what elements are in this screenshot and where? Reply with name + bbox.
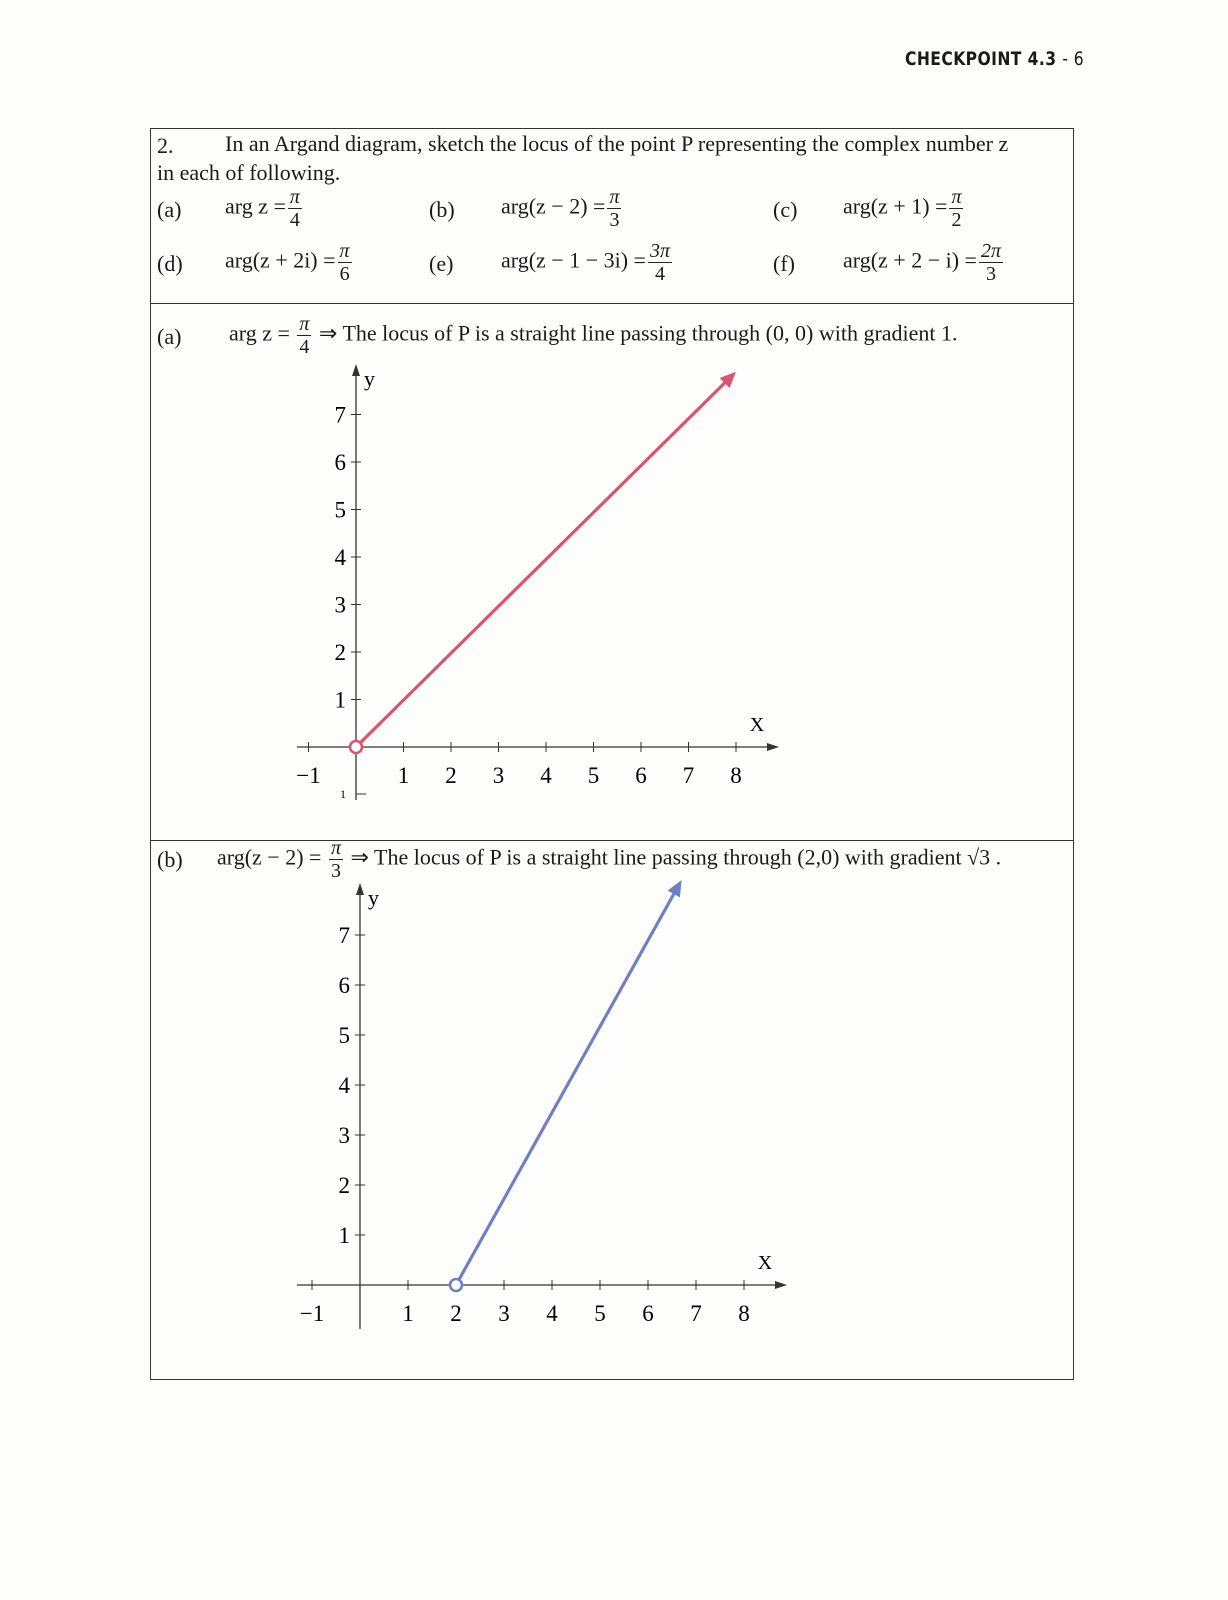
question-part-expr: arg(z + 1) = [843,193,948,219]
x-tick-label: 8 [730,763,742,788]
x-tick-label: 3 [498,1301,510,1326]
answer-a-label: (a) [157,324,182,349]
question-part-num: 3π [649,240,670,262]
x-axis-label: X [757,1252,773,1274]
question-part-den: 6 [339,263,350,285]
x-tick-label: 4 [546,1301,558,1326]
answer-a-expr: arg z = [229,320,290,346]
x-axis-arrow [767,743,779,751]
question-box [150,128,1074,304]
answer-b-den: 3 [330,860,341,882]
x-tick-label: 6 [642,1301,654,1326]
y-tick-label: 6 [338,973,350,998]
y-tick-label: 4 [338,1073,350,1098]
y-axis-arrow [352,364,360,376]
y-tick-label: 3 [338,1123,350,1148]
checkpoint-title: CHECKPOINT 4.3 [905,48,1057,70]
answer-b-num: π [330,837,341,859]
question-part-fraction [288,187,302,230]
y-axis-label: y [364,366,375,391]
locus-line [360,379,729,743]
question-part-fraction [607,187,621,230]
page-header [905,48,1084,70]
x-tick-label: −1 [299,1301,325,1326]
argand-diagram-a [151,304,1075,842]
argand-diagram-b [151,841,1075,1381]
question-part-fraction [949,187,963,230]
question-part-expr: arg z = [225,193,286,219]
question-part-expr: arg(z − 2) = [501,193,606,219]
page-number: - 6 [1062,48,1085,70]
question-part-den: 3 [985,263,996,285]
question-part-equation [843,241,1005,284]
question-part-num: 2π [980,240,1001,262]
y-tick-label: 7 [334,402,346,428]
question-part-den: 2 [951,209,962,231]
y-tick-label: 6 [334,450,346,475]
y-axis-label: y [368,885,379,910]
question-part-equation [225,187,304,230]
x-tick-label: 5 [587,763,600,788]
question-text-line2: in each of following. [157,160,341,185]
x-tick-label: 2 [445,763,457,788]
y-tick-label: 1 [338,1223,350,1248]
question-part-equation [225,241,354,284]
question-part-label: (c) [773,197,798,222]
x-tick-label: 5 [594,1301,606,1326]
y-tick-label: 7 [338,923,350,948]
question-part-num: π [951,186,962,208]
question-part-label: (b) [429,197,455,222]
question-part-fraction [338,241,352,284]
x-tick-label: 7 [682,763,695,788]
answer-b-expr: arg(z − 2) = [217,844,322,870]
answer-b-text: ⇒ The locus of P is a straight line passing through (2,0) with gradient √3 . [350,844,1002,870]
x-tick-label: 3 [492,763,505,788]
y-tick-label: 2 [334,640,346,665]
question-part-label: (f) [773,251,795,276]
question-part-den: 4 [289,209,300,231]
x-tick-label: −1 [296,763,321,788]
open-start-point [350,741,362,753]
x-tick-label: 2 [450,1301,462,1326]
y-tick-label: 1 [334,687,346,713]
y-tick-label: 5 [334,497,346,523]
question-part-fraction [648,241,672,284]
x-axis-label: X [749,714,765,736]
answer-a-text: ⇒ The locus of P is a straight line passing through (0, 0) with gradient 1. [318,320,958,346]
y-axis-arrow [356,883,364,895]
y-tick-label: 4 [334,545,346,570]
question-part-label: (e) [429,251,454,276]
question-part-expr: arg(z + 2i) = [225,247,336,273]
y-tick-label: 5 [338,1023,350,1048]
x-axis-arrow [775,1281,787,1289]
x-tick-label: 7 [690,1301,702,1326]
question-part-num: π [609,186,620,208]
answer-b-box [150,837,1074,1380]
question-part-expr: arg(z − 1 − 3i) = [501,247,646,273]
answer-a-num: π [299,313,310,335]
stray-tick-label: 1 [340,787,346,801]
question-part-expr: arg(z + 2 − i) = [843,247,977,273]
locus-line [459,889,677,1280]
question-part-label: (d) [157,251,183,276]
question-part-den: 3 [609,209,620,231]
question-part-num: π [339,240,350,262]
answer-a-box [150,303,1074,841]
question-part-den: 4 [654,263,665,285]
y-tick-label: 2 [338,1173,350,1198]
question-part-label: (a) [157,197,182,222]
answer-a-den: 4 [299,336,310,358]
question-text-line1: In an Argand diagram, sketch the locus of the point P representing the complex number z [225,131,1009,156]
question-part-equation [843,187,965,230]
x-tick-label: 4 [540,763,552,788]
x-tick-label: 1 [397,763,410,788]
y-tick-label: 3 [334,592,346,618]
x-tick-label: 8 [738,1301,750,1326]
answer-b-label: (b) [157,847,183,872]
question-part-equation [501,241,674,284]
question-part-num: π [289,186,300,208]
x-tick-label: 1 [402,1301,414,1326]
question-part-fraction [979,241,1003,284]
question-part-equation [501,187,623,230]
x-tick-label: 6 [635,763,647,788]
open-start-point [450,1279,462,1291]
question-number: 2. [157,133,174,158]
